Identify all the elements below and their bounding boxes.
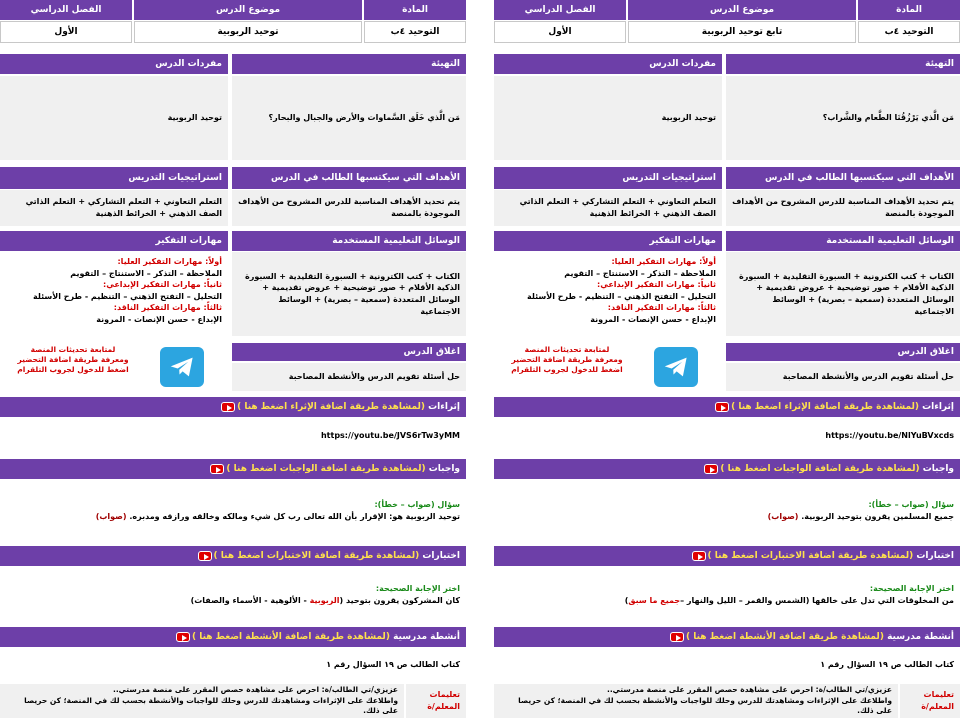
- telegram-promo[interactable]: [2, 345, 144, 389]
- text-label: أولاً: مهارات التفكير العليا:: [117, 257, 222, 266]
- text-label: اختبارات: [422, 551, 460, 561]
- text-label: التعلم التعاوني + التعلم التشاركي + التعلم الذاتي: [519, 197, 716, 207]
- text-label: توحيد الربوبية هو: الإقرار بأن الله تعالى رب كل شيء ومالكه وخالقه ورازقه ومدبره.: [129, 512, 460, 521]
- subject-value: [364, 21, 466, 43]
- term-value: [0, 21, 132, 43]
- intro-title: [726, 54, 960, 74]
- text-label: واطلاعك على الإثراءات ومشاهدتك للدرس وحلك للواجبات والأنشطة بحسب لك في المنصة؛ كن حريصا على ذلك.: [518, 695, 892, 716]
- telegram-promo[interactable]: [496, 345, 638, 389]
- text-label: تابع توحيد الربوبية: [701, 27, 783, 37]
- intro-text: [726, 76, 960, 160]
- text-label: سؤال (صواب – خطأ):: [868, 500, 954, 510]
- text-label: اضغط للدخول لجروب التلقرام: [17, 365, 129, 375]
- tests-help-link[interactable]: (لمشاهدة طريقة اضافة الاختبارات اضغط هنا ): [707, 551, 914, 561]
- text-label: توحيد الربوبية: [217, 27, 279, 37]
- teacher-text: [494, 684, 898, 718]
- strategies-text: [0, 190, 228, 226]
- text-label: توحيد الربوبية: [167, 113, 222, 123]
- youtube-icon[interactable]: [198, 551, 212, 561]
- topic-header: [628, 0, 856, 20]
- text-label: الأهداف التي سيكتسبها الطالب في الدرس: [270, 173, 460, 183]
- lesson-plan-page-2: [0, 0, 466, 720]
- topic-value: [134, 21, 362, 43]
- text-label: ثالثاً: مهارات التفكير الناقد:: [113, 303, 222, 313]
- text-label: الأول: [548, 27, 572, 37]
- media-title: [232, 231, 466, 251]
- text-label: ثالثاً: مهارات التفكير الناقد:: [607, 303, 716, 313]
- text-label: https://youtu.be/JVS6rTw3yMM: [320, 431, 460, 441]
- text-label: الملاحظة – التذكر – الاستنتاج – التقويم: [564, 268, 716, 278]
- subject-header: [858, 0, 960, 20]
- text-label: مهارات التفكير: [649, 236, 716, 246]
- text-label: اختر الإجابة الصحيحة:: [869, 584, 954, 594]
- vocab-text: [494, 76, 722, 160]
- telegram-link[interactable]: [152, 346, 212, 388]
- telegram-icon: [160, 347, 204, 387]
- tests-help-link[interactable]: (لمشاهدة طريقة اضافة الاختبارات اضغط هنا ): [213, 551, 420, 561]
- text-label: https://youtu.be/NlYuBVxcds: [825, 431, 954, 441]
- intro-title: [232, 54, 466, 74]
- text-label: التوحيد ٤ب: [390, 27, 440, 37]
- strategies-title: [494, 167, 722, 189]
- activities-text: [0, 650, 466, 680]
- media-text: [232, 252, 466, 336]
- tests-title: [494, 546, 960, 566]
- text-label: الإبداع - حسن الإنصات - المرونة: [96, 314, 222, 324]
- lesson-plan-page-1: [494, 0, 960, 720]
- text-label: التحليل – التفتح الذهني – التنظيم - طرح الأسئلة: [33, 291, 222, 301]
- text-label: اضغط للدخول لجروب التلقرام: [511, 365, 623, 375]
- enrichment-url[interactable]: [0, 420, 466, 452]
- text-label: مَن الَّذي خَلَق السَّماوات والأرض والجبال والبحار؟: [268, 113, 460, 123]
- text-label: المادة: [402, 5, 428, 15]
- subject-header: [364, 0, 466, 20]
- activities-help-link[interactable]: (لمشاهدة طريقة اضافة الأنشطة اضغط هنا ): [685, 632, 884, 642]
- text-label: الكتاب + كتب الكترونية + السبورة التقليدية + السبورة الذكية الأقلام + صور توضيحية + عروض تقديمية + الوسائل المتعددة (سمعية – بصرية) + الوسائط الاجتماعية: [245, 271, 460, 316]
- topic-value: [628, 21, 856, 43]
- text-label: التوحيد ٤ب: [884, 27, 934, 37]
- homework-help-link[interactable]: (لمشاهدة طريقة اضافة الواجبات اضغط هنا ): [226, 464, 426, 474]
- text-label: كتاب الطالب ص ١٩ السؤال رقم ١: [820, 660, 954, 670]
- text-label: واجبات: [922, 464, 954, 474]
- text-label: مفردات الدرس: [155, 59, 222, 69]
- text-label: توحيد الربوبية: [661, 113, 716, 123]
- tests-text: [0, 569, 466, 621]
- text-label: أولاً: مهارات التفكير العليا:: [611, 257, 716, 266]
- strategies-title: [0, 167, 228, 189]
- enrichment-help-link[interactable]: (لمشاهدة طريقة اضافة الإثراء اضغط هنا ): [731, 402, 919, 412]
- text-label: الصف الذهني + الخرائط الذهنية: [95, 209, 222, 218]
- goals-title: [726, 167, 960, 189]
- text-label: اغلاق الدرس: [403, 347, 460, 357]
- text-label: كتاب الطالب ص ١٩ السؤال رقم ١: [326, 660, 460, 670]
- text-label: حل أسئلة تقويم الدرس والأنشطة المصاحبة: [782, 372, 954, 382]
- youtube-icon[interactable]: [176, 632, 190, 642]
- homework-title: [0, 459, 466, 479]
- intro-text: [232, 76, 466, 160]
- strategies-text: [494, 190, 722, 226]
- text-label: التحليل – التفتح الذهني – التنظيم - طرح الأسئلة: [527, 291, 716, 301]
- teacher-title: [406, 684, 466, 718]
- enrichment-title: [494, 397, 960, 417]
- closing-title: [232, 343, 466, 361]
- text-label: الربوبية: [309, 596, 340, 605]
- youtube-icon[interactable]: [692, 551, 706, 561]
- text-label: واجبات: [428, 464, 460, 474]
- text-label: الوسائل التعليمية المستخدمة: [826, 236, 954, 246]
- goals-text: [232, 190, 466, 226]
- closing-title: [726, 343, 960, 361]
- text-label: الوسائل التعليمية المستخدمة: [332, 236, 460, 246]
- text-label: من المخلوقات التي تدل على خالقها (الشمس والقمر – الليل والنهار –: [680, 596, 954, 605]
- homework-help-link[interactable]: (لمشاهدة طريقة اضافة الواجبات اضغط هنا ): [720, 464, 920, 474]
- text-label: لمتابعة تحديثات المنصة: [524, 345, 610, 354]
- text-label: موضوع الدرس: [215, 5, 281, 15]
- text-label: الفصل الدراسي: [30, 5, 102, 15]
- closing-text: [726, 363, 960, 391]
- youtube-icon[interactable]: [210, 464, 224, 474]
- thinking-title: [0, 231, 228, 251]
- text-label: موضوع الدرس: [709, 5, 775, 15]
- activities-title: [0, 627, 466, 647]
- youtube-icon[interactable]: [221, 402, 235, 412]
- text-label: عزيزي/تي الطالب/ة: احرص على مشاهدة حصص المقرر على منصة مدرستي..: [606, 684, 892, 694]
- youtube-icon[interactable]: [670, 632, 684, 642]
- text-label: الأول: [54, 27, 78, 37]
- telegram-link[interactable]: [646, 346, 706, 388]
- text-label: تعليمات المعلم/ة: [921, 690, 954, 711]
- text-label: اختبارات: [916, 551, 954, 561]
- teacher-text: [0, 684, 404, 718]
- thinking-text: [494, 252, 722, 336]
- text-label: كان المشركون يقرون بتوحيد (: [339, 596, 460, 605]
- text-label: ومعرفة طريقة اضافة التحضير: [17, 355, 129, 365]
- homework-text: [494, 482, 960, 540]
- text-label: الإبداع - حسن الإنصات - المرونة: [590, 314, 716, 324]
- text-label: (صواب): [95, 512, 127, 521]
- text-label: أنشطة مدرسية: [393, 632, 460, 642]
- activities-title: [494, 627, 960, 647]
- text-label: ثانياً: مهارات التفكير الإبداعي:: [103, 280, 222, 290]
- text-label: جميع المسلمين يقرون بتوحيد الربوبية.: [801, 512, 954, 521]
- text-label: الكتاب + كتب الكترونية + السبورة التقليدية + السبورة الذكية الأقلام + صور توضيحية + عروض تقديمية + الوسائل المتعددة (سمعية – بصرية) + الوسائط الاجتماعية: [739, 271, 954, 316]
- text-label: لمتابعة تحديثات المنصة: [30, 345, 116, 354]
- text-label: أنشطة مدرسية: [887, 632, 954, 642]
- text-label: سؤال (صواب – خطأ):: [374, 500, 460, 510]
- text-label: - الألوهية - الأسماء والصفات): [190, 596, 310, 605]
- vocab-text: [0, 76, 228, 160]
- text-label: يتم تحديد الأهداف المناسبة للدرس المشروح من الأهداف الموجودة بالمنصة: [732, 197, 954, 218]
- enrichment-title: [0, 397, 466, 417]
- subject-value: [858, 21, 960, 43]
- text-label: تعليمات المعلم/ة: [427, 690, 460, 711]
- vocab-title: [494, 54, 722, 74]
- telegram-icon: [654, 347, 698, 387]
- text-label: الملاحظة – التذكر – الاستنتاج – التقويم: [70, 268, 222, 278]
- teacher-title: [900, 684, 960, 718]
- vocab-title: [0, 54, 228, 74]
- text-label: حل أسئلة تقويم الدرس والأنشطة المصاحبة: [288, 372, 460, 382]
- term-value: [494, 21, 626, 43]
- tests-text: [494, 569, 960, 621]
- text-label: استراتيجيات التدريس: [128, 173, 222, 183]
- text-label: الفصل الدراسي: [524, 5, 596, 15]
- enrichment-help-link[interactable]: (لمشاهدة طريقة اضافة الإثراء اضغط هنا ): [237, 402, 425, 412]
- thinking-text: [0, 252, 228, 336]
- text-label: (صواب): [767, 512, 799, 521]
- homework-text: [0, 482, 466, 540]
- youtube-icon[interactable]: [704, 464, 718, 474]
- text-label: اغلاق الدرس: [897, 347, 954, 357]
- text-label: مهارات التفكير: [155, 236, 222, 246]
- text-label: المادة: [896, 5, 922, 15]
- text-label: مفردات الدرس: [649, 59, 716, 69]
- text-label: التهيئة: [431, 59, 460, 69]
- text-label: استراتيجيات التدريس: [622, 173, 716, 183]
- text-label: التهيئة: [925, 59, 954, 69]
- text-label: مَن الَّذي يَرْزُقُنَا الطَّعام والشَّراب؟: [822, 113, 954, 123]
- youtube-icon[interactable]: [715, 402, 729, 412]
- text-label: ثانياً: مهارات التفكير الإبداعي:: [597, 280, 716, 290]
- term-header: [494, 0, 626, 20]
- text-label: الصف الذهني + الخرائط الذهنية: [589, 209, 716, 218]
- text-label: التعلم التعاوني + التعلم التشاركي + التعلم الذاتي: [25, 197, 222, 207]
- activities-text: [494, 650, 960, 680]
- homework-title: [494, 459, 960, 479]
- activities-help-link[interactable]: (لمشاهدة طريقة اضافة الأنشطة اضغط هنا ): [191, 632, 390, 642]
- text-label: عزيزي/تي الطالب/ة: احرص على مشاهدة حصص المقرر على منصة مدرستي..: [112, 684, 398, 694]
- term-header: [0, 0, 132, 20]
- media-text: [726, 252, 960, 336]
- text-label: واطلاعك على الإثراءات ومشاهدتك للدرس وحلك للواجبات والأنشطة بحسب لك في المنصة؛ كن حريصا على ذلك.: [24, 695, 398, 716]
- text-label: ): [624, 596, 629, 605]
- closing-text: [232, 363, 466, 391]
- text-label: اختر الإجابة الصحيحة:: [375, 584, 460, 594]
- text-label: ومعرفة طريقة اضافة التحضير: [511, 355, 623, 365]
- text-label: إثراءات: [428, 402, 460, 412]
- enrichment-url[interactable]: [494, 420, 960, 452]
- text-label: إثراءات: [922, 402, 954, 412]
- thinking-title: [494, 231, 722, 251]
- topic-header: [134, 0, 362, 20]
- text-label: يتم تحديد الأهداف المناسبة للدرس المشروح من الأهداف الموجودة بالمنصة: [238, 197, 460, 218]
- goals-text: [726, 190, 960, 226]
- media-title: [726, 231, 960, 251]
- text-label: الأهداف التي سيكتسبها الطالب في الدرس: [764, 173, 954, 183]
- text-label: جميع ما سبق: [628, 596, 681, 605]
- goals-title: [232, 167, 466, 189]
- tests-title: [0, 546, 466, 566]
